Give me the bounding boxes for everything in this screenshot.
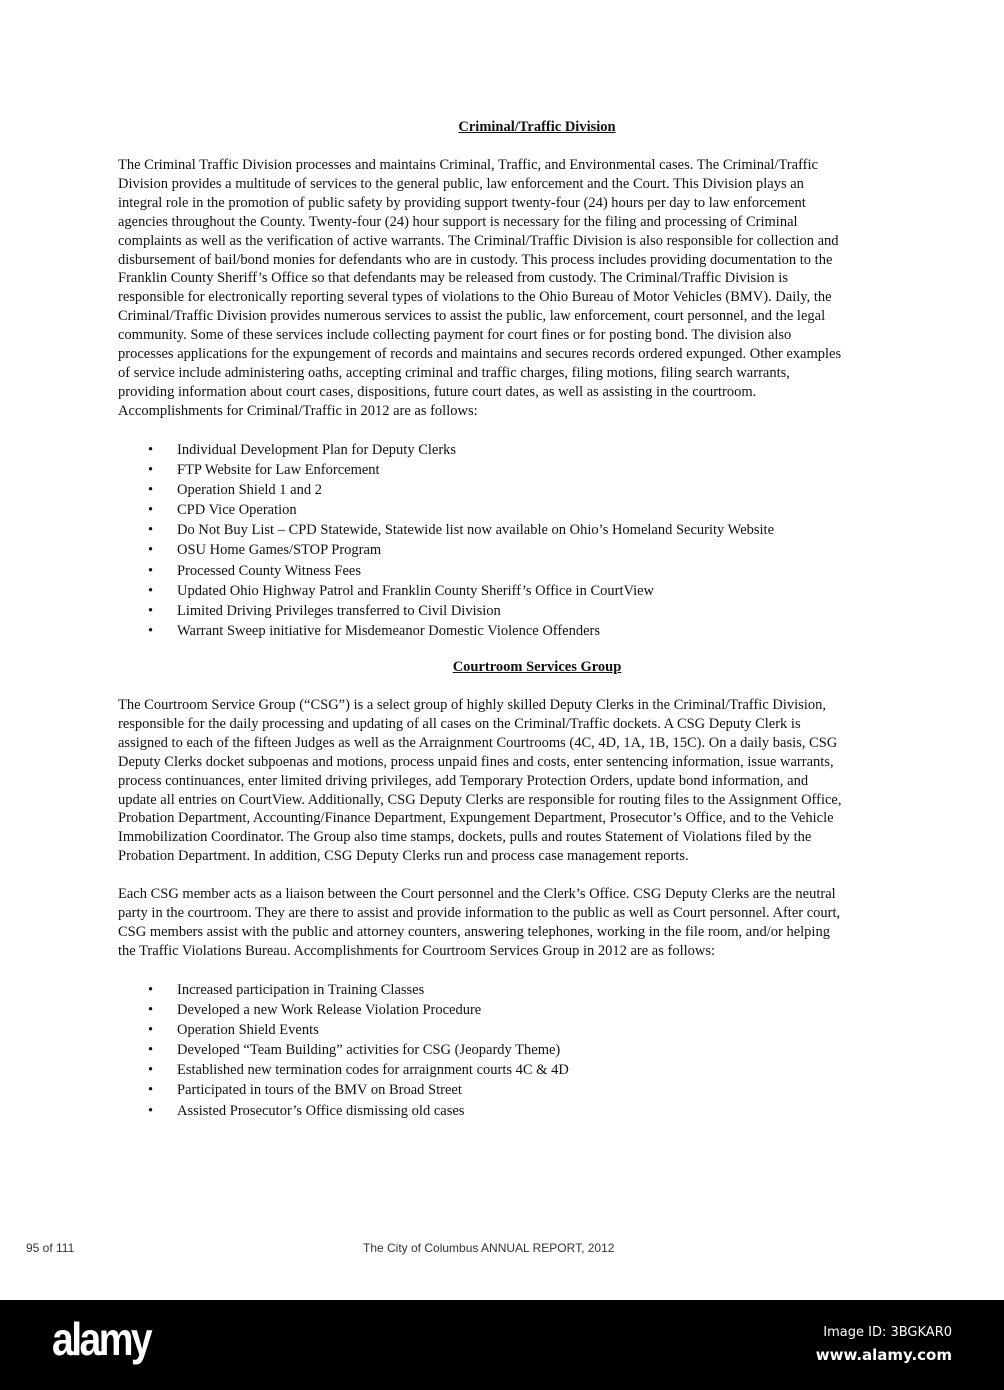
bullet-icon: • — [148, 1022, 154, 1039]
bullet-icon: • — [148, 622, 154, 639]
bullet-list — [148, 980, 569, 1121]
text-line: responsible for electronically reporting several types of violations to the Ohio Bureau of Motor Vehicles (BMV). Daily, the — [118, 289, 832, 306]
list-item-text: Limited Driving Privileges transferred to Civil Division — [177, 602, 501, 619]
bullet-icon: • — [148, 502, 154, 519]
text-line: integral role in the promotion of public safety by providing support twenty-four (24) hours per day to law enforcement — [118, 194, 806, 211]
text-line: Criminal/Traffic Division provides numerous services to assist the public, law enforcement, court personnel, and the legal — [118, 308, 826, 325]
bullet-icon: • — [148, 582, 154, 599]
list-item — [148, 581, 774, 601]
list-item-text: FTP Website for Law Enforcement — [177, 462, 380, 479]
list-item — [148, 1040, 569, 1060]
bullet-icon: • — [148, 542, 154, 559]
bullet-icon: • — [148, 1082, 154, 1099]
bullet-icon: • — [148, 1102, 154, 1119]
text-line: providing information about court cases, dispositions, future court dates, as well as assisting in the courtroom. — [118, 383, 757, 400]
list-item-text: OSU Home Games/STOP Program — [177, 542, 382, 559]
list-item — [148, 980, 569, 1000]
list-item-text: Established new termination codes for arraignment courts 4C & 4D — [177, 1062, 569, 1079]
text-line: CSG members assist with the public and attorney counters, answering telephones, working in the file room, and/or helping — [118, 923, 830, 940]
alamy-logo: alamy — [52, 1313, 151, 1365]
text-line: Immobilization Coordinator. The Group also time stamps, dockets, pulls and routes Statement of Violations filed by the — [118, 829, 812, 846]
text-line: process continuances, enter limited driving privileges, add Temporary Protection Orders, update bond information, and — [118, 772, 809, 789]
text-line: agencies throughout the County. Twenty-four (24) hour support is necessary for the filing and processing of Criminal — [118, 213, 798, 230]
text-line: update all entries on CourtView. Additionally, CSG Deputy Clerks are responsible for routing files to the Assignment Office, — [118, 791, 842, 808]
text-line: Deputy Clerks docket subpoenas and motions, process unpaid fines and costs, enter sentencing information, issue warrants, — [118, 753, 834, 770]
text-line: the Traffic Violations Bureau. Accomplishments for Courtroom Services Group in 2012 are as follows: — [118, 942, 716, 959]
list-item-text: Increased participation in Training Classes — [177, 982, 425, 998]
bullet-icon: • — [148, 442, 154, 458]
image-id-block — [816, 1322, 952, 1366]
list-item-text: Individual Development Plan for Deputy Clerks — [177, 442, 457, 458]
watermark-url: www.alamy.com — [815, 1346, 952, 1364]
list-item — [148, 540, 774, 560]
page-number: 95 of 111 — [26, 1241, 75, 1255]
list-item — [148, 1020, 569, 1040]
section-heading-courtroom-services: Courtroom Services Group — [452, 659, 622, 675]
list-item-text: Processed County Witness Fees — [177, 562, 362, 579]
list-item-text: Warrant Sweep initiative for Misdemeanor Domestic Violence Offenders — [177, 622, 601, 639]
text-line: complaints as well as the verification of active warrants. The Criminal/Traffic Division is also responsible for collection and — [118, 232, 839, 249]
text-line: The Courtroom Service Group (“CSG”) is a select group of highly skilled Deputy Clerks in the Criminal/Traffic Division, — [118, 697, 826, 713]
list-item-text: Participated in tours of the BMV on Broad Street — [177, 1082, 462, 1099]
text-line: Probation Department, Accounting/Finance Department, Expungement Department, Prosecutor’s Office, and to the Vehicle — [118, 810, 834, 827]
paragraph — [118, 696, 841, 866]
list-item-text: Developed “Team Building” activities for CSG (Jeopardy Theme) — [177, 1042, 561, 1059]
list-item — [148, 1060, 569, 1080]
text-line: processes applications for the expungement of records and maintains and secures records ordered expunged. Other examples — [118, 346, 842, 363]
section-heading-criminal-traffic: Criminal/Traffic Division — [458, 119, 616, 135]
watermark-banner — [0, 1300, 1004, 1390]
list-item-text: Developed a new Work Release Violation Procedure — [177, 1002, 482, 1019]
bullet-icon: • — [148, 602, 154, 619]
bullet-list — [148, 440, 774, 641]
list-item-text: Operation Shield Events — [177, 1022, 319, 1039]
list-item-text: Operation Shield 1 and 2 — [177, 482, 322, 499]
text-line: assigned to each of the fifteen Judges as well as the Arraignment Courtrooms (4C, 4D, 1A, 1B, 15C). On a daily basis, CSG — [118, 734, 838, 751]
paragraph — [118, 156, 841, 421]
text-line: community. Some of these services include collecting payment for court fines or for posting bond. The division also — [118, 327, 792, 344]
footer-title: The City of Columbus ANNUAL REPORT, 2012 — [363, 1241, 615, 1255]
list-item-text: Updated Ohio Highway Patrol and Franklin County Sheriff’s Office in CourtView — [177, 582, 655, 599]
bullet-icon: • — [148, 562, 154, 579]
text-line: party in the courtroom. They are there to assist and provide information to the public as well as Court personnel. After court, — [118, 904, 841, 921]
list-item — [148, 1080, 569, 1100]
bullet-icon: • — [148, 1042, 154, 1059]
list-item — [148, 1101, 569, 1121]
list-item-text: Assisted Prosecutor’s Office dismissing old cases — [177, 1102, 465, 1119]
list-item — [148, 520, 774, 540]
text-line: Division provides a multitude of services to the general public, law enforcement and the Court. This Division plays an — [118, 175, 804, 192]
image-id: Image ID: 3BGKAR0 — [823, 1325, 952, 1340]
list-item-text: Do Not Buy List – CPD Statewide, Statewide list now available on Ohio’s Homeland Security Website — [177, 522, 775, 539]
text-line: The Criminal Traffic Division processes and maintains Criminal, Traffic, and Environmental cases. The Criminal/Traffic — [118, 157, 818, 173]
text-line: of service include administering oaths, accepting criminal and traffic charges, filing motions, filing search warrants, — [118, 364, 790, 381]
text-line: Franklin County Sheriff’s Office so that defendants may be released from custody. The Criminal/Traffic Division is — [118, 270, 788, 287]
list-item — [148, 440, 774, 460]
text-line: disbursement of bail/bond monies for defendants who are in custody. This process includes providing documentation to the — [118, 251, 833, 268]
bullet-icon: • — [148, 482, 154, 499]
list-item — [148, 601, 774, 621]
bullet-icon: • — [148, 1062, 154, 1079]
text-line: Accomplishments for Criminal/Traffic in 2012 are as follows: — [118, 402, 478, 419]
paragraph — [118, 885, 840, 961]
bullet-icon: • — [148, 982, 154, 998]
text-line: responsible for the daily processing and updating of all cases on the Criminal/Traffic dockets. A CSG Deputy Clerk is — [118, 715, 801, 732]
list-item — [148, 561, 774, 581]
bullet-icon: • — [148, 462, 154, 479]
list-item-text: CPD Vice Operation — [177, 502, 297, 519]
list-item — [148, 621, 774, 641]
text-line: Each CSG member acts as a liaison between the Court personnel and the Clerk’s Office. CSG Deputy Clerks are the neutral — [118, 886, 836, 902]
bullet-icon: • — [148, 522, 154, 539]
list-item — [148, 460, 774, 480]
bullet-icon: • — [148, 1002, 154, 1019]
text-line: Probation Department. In addition, CSG Deputy Clerks run and process case management reports. — [118, 848, 689, 865]
list-item — [148, 480, 774, 500]
list-item — [148, 1000, 569, 1020]
list-item — [148, 500, 774, 520]
